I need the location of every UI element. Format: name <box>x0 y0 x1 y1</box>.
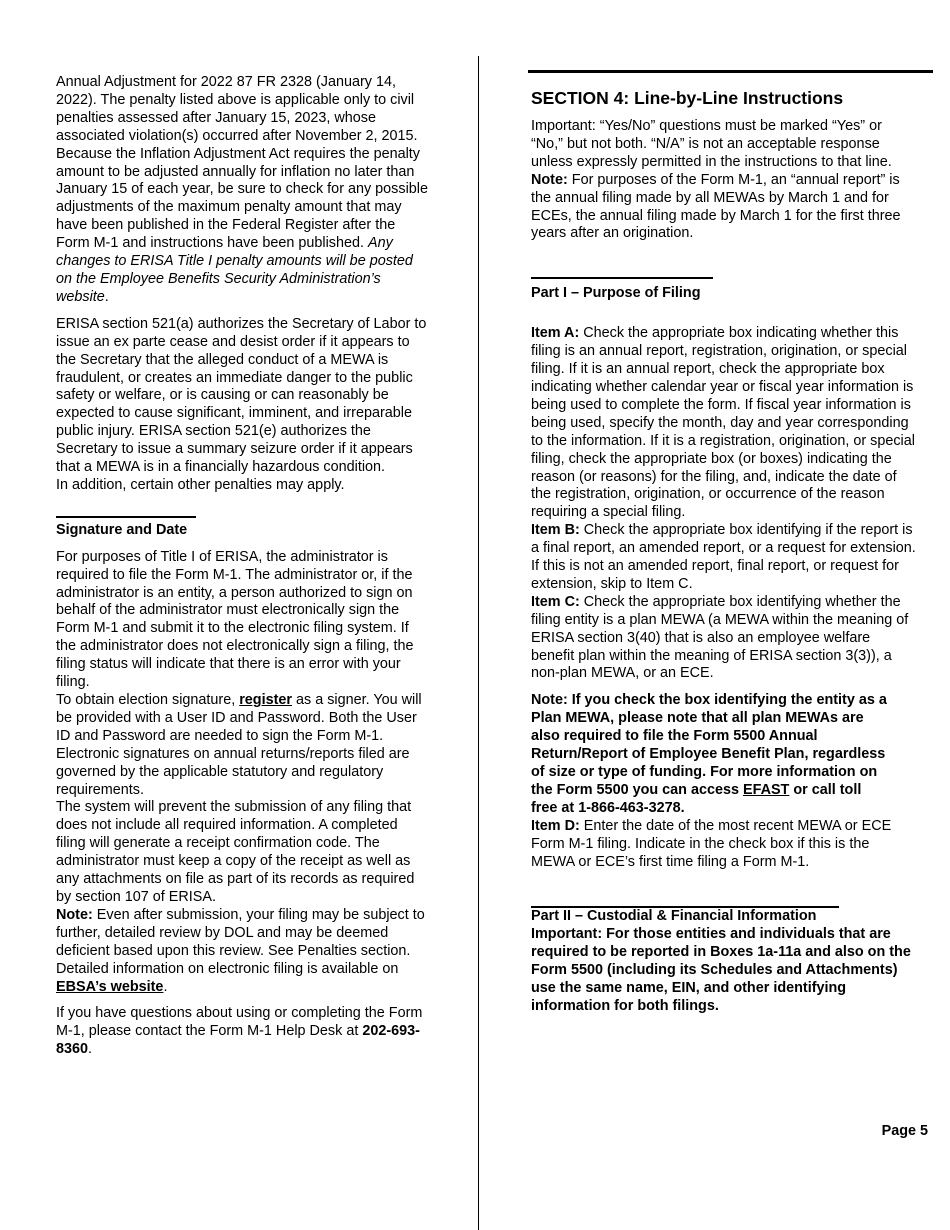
cease-desist-paragraph: ERISA section 521(a) authorizes the Secretary of Labor to issue an ex parte cease and desist order if it appears to the Secretary that the alleged conduct of a MEWA is fraudulent, or creates an immediate danger to the public safety or welfare, or is causing or can reasonably be expected to cause significant, imminent, and irreparable public injury. ERISA section 521(e) authorizes the Secretary to issue a summary seizure order if it appears that a MEWA is in a financially hazardous condition. <box>56 315 427 476</box>
part1-heading-rule <box>531 277 713 279</box>
left-column <box>56 74 428 1059</box>
signature-paragraph-4: The system will prevent the submission of any filing that does not include all required information. A completed filing will generate a receipt confirmation code. The administrator must keep a copy of the receipt as well as any attachments on file as part of its records as required by section 107 of ERISA. <box>56 799 415 905</box>
item-a-text: Check the appropriate box indicating whether this filing is an annual report, registration, origination, or special filing. If it is an annual report, check the appropriate box indicating whether calendar year or fiscal year information is being used to complete the form. If fiscal year information is being used, specify the month, day and year corresponding to the information. If it is a registration, origination, or special filing, check the appropriate box (or boxes) indicating the reason (or reasons) for the filing, and, indicate the date of the registration, origination, or occurrence of the reason requiring a special filing. <box>531 325 915 521</box>
help-desk-text: If you have questions about using or completing the Form M-1, please contact the Form M-1 Help Desk at <box>56 1005 423 1040</box>
important-paragraph: Important: “Yes/No” questions must be marked “Yes” or “No,” but not both. “N/A” is not an acceptable response unless expressly permitted in the instructions to that line. <box>531 118 892 170</box>
section-top-rule <box>528 70 933 73</box>
signature-paragraph-3: Electronic signatures on annual returns/reports filed are governed by the applicable statutory and regulatory requirements. <box>56 745 410 798</box>
signature-heading-rule <box>56 516 196 518</box>
item-b-text: Check the appropriate box identifying if the report is a final report, an amended report, or a request for extension. If this is not an amended report, final report, or request for extension, skip to Item C. <box>531 522 916 592</box>
help-desk-phone: 202-693-8360 <box>56 1023 420 1058</box>
part1-heading: Part I – Purpose of Filing <box>531 285 701 302</box>
other-penalties-paragraph: In addition, certain other penalties may apply. <box>56 476 345 493</box>
section-title: SECTION 4: Line-by-Line Instructions <box>531 88 844 108</box>
penalty-paragraph <box>56 74 428 307</box>
item-d-text: Enter the date of the most recent MEWA or ECE Form M-1 filing. Indicate in the check box if this is the MEWA or ECE’s first time filing a Form M-1. <box>531 817 892 870</box>
toll-free-text: or call toll free at 1-866-463-3278. <box>531 781 862 816</box>
register-intro: To obtain election signature, <box>56 692 240 708</box>
item-c-label: Item C: <box>531 593 580 610</box>
plan-mewa-note <box>531 692 891 817</box>
period: . <box>104 288 109 305</box>
signature-heading: Signature and Date <box>56 521 188 538</box>
part2-heading: Part II – Custodial & Financial Information <box>531 908 817 925</box>
item-b <box>531 522 916 594</box>
item-d <box>531 818 916 872</box>
column-divider <box>478 56 479 1230</box>
efile-info-text: Detailed information on electronic filing is available on <box>56 960 399 977</box>
part2-important: Important: For those entities and individuals that are required to be reported in Boxes 1a-11a and also on the Form 5500 (including its Schedules and Attachments) use the same name, EIN, and other identifying information for both filings. <box>531 926 911 1014</box>
register-text: as a signer. You will be provided with a User ID and Password. Both the User ID and Password are needed to sign the Form M-1. <box>56 692 422 744</box>
item-b-label: Item B: <box>531 522 580 539</box>
period: . <box>163 978 168 995</box>
signature-note <box>56 907 428 961</box>
item-a <box>531 325 916 522</box>
item-c <box>531 594 916 684</box>
item-d-label: Item D: <box>531 817 580 834</box>
item-c-text: Check the appropriate box identifying whether the filing entity is a plan MEWA (a MEWA within the meaning of ERISA section 3(40) that is also an employee welfare benefit plan within the meaning of ERISA section 3(3)), a non-plan MEWA, or an ECE. <box>531 593 909 682</box>
plan-mewa-note-text: Note: If you check the box identifying the entity as a Plan MEWA, please note that all plan MEWAs are also required to file the Form 5500 Annual Return/Report of Employee Benefit Plan, regardless of size or type of funding. For more information on the Form 5500 you can access <box>531 692 887 798</box>
signature-paragraph-1: For purposes of Title I of ERISA, the administrator is required to file the Form M-1. The administrator or, if the administrator is an entity, a person authorized to sign on behalf of the administrator must electronically sign the Form M-1 and submit it to the electronic filing system. If the administrator does not electronically sign a filing, the filing status will indicate that there is an error with your filing. <box>56 548 414 691</box>
period: . <box>88 1041 93 1058</box>
page-number: Page 5 <box>881 1123 928 1139</box>
help-desk-paragraph <box>56 1005 428 1059</box>
item-a-label: Item A: <box>531 325 580 342</box>
signature-paragraph-6 <box>56 961 428 997</box>
note-label: Note: <box>56 906 93 923</box>
annual-report-note <box>531 172 916 244</box>
penalty-text: Annual Adjustment for 2022 87 FR 2328 (January 14, 2022). The penalty listed above is applicable only to civil penalties assessed after January 15, 2023, whose associated violation(s) occurred after November 2, 2015. Because the Inflation Adjustment Act requires the penalty amount to be adjusted annually for inflation no later than January 15 of each year, be sure to check for any possible adjustments of the maximum penalty amount that may have been published in the Federal Register after the Form M-1 and instructions have been published. <box>56 74 428 252</box>
note-text: Even after submission, your filing may be subject to further, detailed review by DOL and may be deemed deficient based upon this review. See Penalties section. <box>56 906 425 959</box>
register-link[interactable]: register <box>239 692 292 708</box>
note-text: For purposes of the Form M-1, an “annual report” is the annual filing made by all MEWAs by March 1 and for ECEs, the annual filing made by March 1 for the first three years after an origination. <box>531 171 901 242</box>
signature-paragraph-2 <box>56 692 428 746</box>
note-label: Note: <box>531 171 568 188</box>
efast-link[interactable]: EFAST <box>742 781 790 798</box>
penalty-italic-text: Any changes to ERISA Title I penalty amounts will be posted on the Employee Benefits Security Administration’s website <box>56 235 413 305</box>
right-column <box>531 118 916 1016</box>
ebsa-website-link[interactable]: EBSA’s website <box>56 978 164 995</box>
